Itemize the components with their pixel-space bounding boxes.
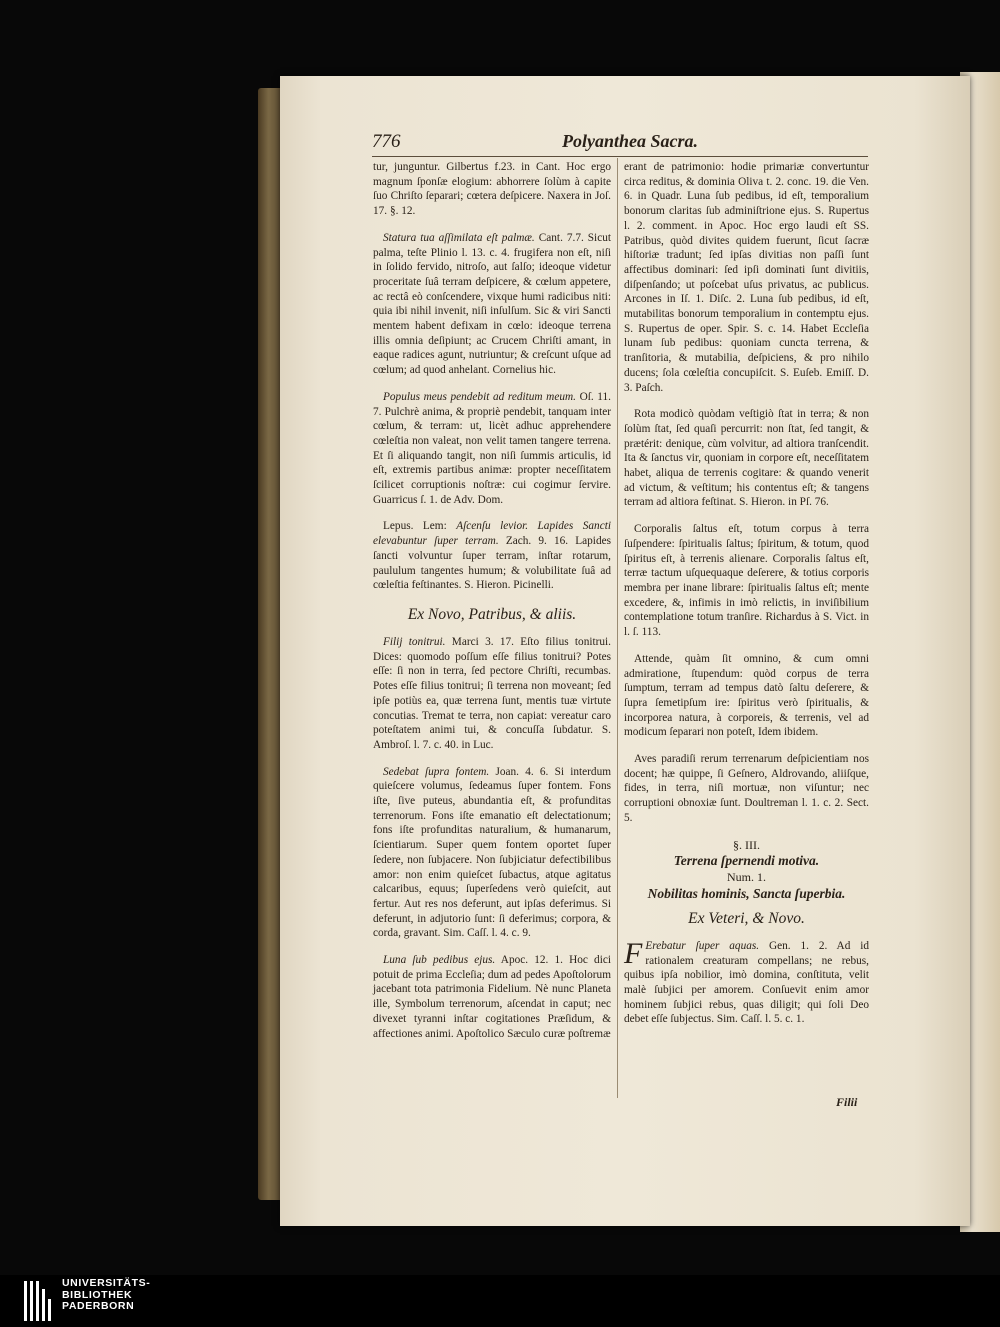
paragraph — [373, 390, 611, 508]
paragraph — [373, 231, 611, 378]
paragraph-body: Joan. 4. 6. Si interdum quieſcere volumus, ſedeamus ſuper fontem. Fons iſte, ſive puteus, abundantia eſt, & profunditas terrenorum. Fons iſte emanatio eſt delectationum; fons iſte profunditas naturalium, & humanarum, ſcientiarum. Super quem fontem oportet ſuper ſedere, non ſubjacere. Non ſubjiciatur defectibilibus amor: non enim quieſcet ſubactus, atque agitatus calcaribus, equus; ſuperſedens verò quieſcit, aut fertur. Aut res nos deferunt, aut ipſas deferimus. Si deferunt, in adjutorio ſunt: ſi deferimus; corpora, & corda, gravant. Sim. Caſſ. l. 4. c. 9. — [373, 765, 612, 940]
column-divider — [617, 158, 618, 1098]
library-logo-icon — [22, 1279, 54, 1323]
paragraph: tur, junguntur. Gilbertus f.23. in Cant. Hoc ergo magnum ſponſæ elogium: abhorrere ſolùm à capite ſuo Chriſto ſeparari; cœtera deſpicere. Naxera in Joſ. 17. §. 12. — [373, 161, 611, 218]
paragraph-prefix: Lepus. Lem: — [383, 520, 447, 533]
lemma: Populus meus pendebit ad reditum meum. — [383, 390, 576, 403]
paragraph: Aves paradiſi rerum terrenarum deſpicientiam nos docent; hæ quippe, ſi Geſnero, Aldrovando, aliiſque, fides, in terra, niſi mortuæ, non viſuntur; nec corruptioni obnoxiæ ſunt. Doultreman l. 1. c. 2. Sect. 5. — [624, 753, 869, 824]
running-title: Polyanthea Sacra. — [562, 131, 699, 151]
lemma: Aſcenſu levior. Lapides Sancti elevabuntur ſuper terram. — [373, 520, 611, 548]
paragraph-body: Oſ. 11. 7. Pulchrè anima, & propriè pendebit, tanquam inter cœlum, & terram: ut, licèt adhuc apprehendere cœleſtia non valeat, non velit tamen tangere terrena. Et ſi aliquando tangit, non niſi ſummis articulis, id eſt, extremis partibus animæ: propter neceſſitatem ſcilicet corruptionis noſtræ: cui cogimur ſervire. Guarricus ſ. 1. de Adv. Dom. — [373, 390, 611, 506]
paragraph — [373, 953, 611, 1041]
lemma: Filij tonitrui. — [383, 635, 446, 648]
section-heading: Ex Veteri, & Novo. — [688, 909, 805, 927]
section-subnumber: Num. 1. — [727, 870, 766, 885]
section-subtitle: Nobilitas hominis, Sancta ſuperbia. — [647, 885, 846, 901]
left-column — [373, 160, 611, 1053]
paragraph — [373, 765, 611, 941]
paragraph-body: Marci 3. 17. Eſto filius tonitrui. Dices: quomodo poſſum eſſe filius tonitrui? Potes eſſe: ſi non in terra, ſed pectore Chriſti, recumbas. Potes eſſe filius tonitrui; ſi terrena non moveant; ſed ipſe potiùs ea, quæ terrena ſunt, mentis tuæ virtute concutias. Tremat te terra, non capiat: vereatur caro poteſtatem animi tui, & concuſſa ſubdatur. S. Ambroſ. l. 7. c. 40. in Luc. — [373, 635, 612, 751]
library-name — [62, 1278, 150, 1313]
drop-cap: F — [624, 936, 643, 970]
paragraph: Rota modicò quòdam veſtigiò ſtat in terra; & non ſolùm ſtat, ſed quaſi percurrit: non ſtat, ſed tangit, & prætérit: denique, cùm volvitur, ad altiora tranſcendit. Ita & ſanctus vir, quoniam in corpore eſt, neceſſitatem habet, aliqua de terrenis cogitare: & quando venerit ad victum, & veſtitum; his contentus eſt; & tangens terram ad altiora feſtinat. S. Hieron. in Pſ. 76. — [624, 408, 869, 509]
paragraph-body: Zach. 9. 16. Lapides ſancti volvuntur ſuper terram, inſtar rotarum, paululum tangentes humum; & volubilitate ſuâ ad cœleſtia feſtinantes. S. Hieron. Picinelli. — [373, 535, 612, 592]
right-column — [624, 160, 869, 1037]
catchword: Filii — [836, 1095, 858, 1109]
section-title: Terrena ſpernendi motiva. — [673, 853, 820, 869]
library-name-line: BIBLIOTHEK — [62, 1288, 133, 1301]
lemma: Sedebat ſupra fontem. — [383, 765, 490, 778]
lemma: Luna ſub pedibus ejus. — [383, 954, 496, 967]
paragraph-body: Cant. 7.7. Sicut palma, teſte Plinio l. 13. c. 4. frugifera non eſt, niſi in ſolido fervido, nitroſo, aut ſalſo; ideoque videtur proceritate ſuâ terram deſpicere, & cœlum appetere, ac rectâ eò conſcendere, vixque humi radicibus niti: quia ibi nihil invenit, niſi inſulſum. Sic & viri Sancti mentem habent defixam in cœlo: ideoque terrena illis omnia deſipiunt; ac Crucem Chriſti amant, in eaque radices agunt, nutriuntur; & creſcunt uſque ad cœlum; ad quod anhelant. Cornelius hic. — [373, 231, 611, 377]
section-number: §. III. — [733, 837, 760, 852]
section-heading: Ex Novo, Patribus, & aliis. — [407, 605, 577, 623]
library-name-line: PADERBORN — [62, 1300, 135, 1312]
lemma: Statura tua aſſimilata eſt palmæ. — [383, 231, 535, 244]
paragraph: erant de patrimonio: hodie primariæ convertuntur circa reditus, & dominia Oliva t. 2. conc. 19. die Ven. 6. in Quadr. Luna ſub pedibus, id eſt, temporalium bonorum claritas ſub adminiſtrione ejus. S. Rupertus l. 2. comment. in Apoc. Hoc ergo laudi eſt SS. Patribus, quòd divites quidem fuerunt, ſicut ſacræ hiſtoriæ tradunt; ſed ipſas divitias non paſſi ſunt affectibus dominari: ſed ipſi dominati ſunt divitiis, diſpenſando; ut poſcebat uſus privatus, ac publicus. Arcones in Iſ. 1. Diſc. 2. Luna ſub pedibus, id eſt, mutabilitas bonorum temporalium in contemptu ejus. S. Rupertus de oper. Spir. S. c. 14. Habet Eccleſia lunam ſub pedibus: quoniam cuncta terrena, & tranſitoria, & mutabilia, deſpiciens, & pro nihilo ducens; ſola cœleſtia concupiſcit. S. Euſeb. Emiſſ. D. 3. Paſch. — [624, 161, 869, 394]
header-rule — [372, 156, 868, 157]
page-number: 776 — [372, 131, 401, 152]
paragraph — [624, 936, 869, 1027]
library-name-line: UNIVERSITÄTS- — [62, 1277, 151, 1289]
running-head — [372, 131, 868, 155]
paragraph: Corporalis ſaltus eſt, totum corpus à terra ſuſpendere: ſpiritualis ſaltus; ſpiritum, & totum, quod ſpiritus eſt, à terrenis alienare. Corporalis ſaltus eſt, terræ tactum uſquequaque deſerere, & totius corporis membra per inane librare: ſpiritualis ſaltus eſt; mente excedere, &, infimis in imò relictis, in inviſibilium contemplatione totum tranſire. Richardus à S. Vict. in l. ſ. 113. — [624, 523, 869, 639]
paragraph — [373, 519, 611, 593]
lemma: Erebatur ſuper aquas. — [645, 939, 760, 952]
paragraph-body: Gen. 1. 2. Ad id rationalem creaturam compellans; ne rebus, quibus ipſa nobilior, imò domina, conſtituta, velit malè ſubjici per amorem. Conſuevit enim amor hominem ſubjici rebus, quas diligit; qui ſoli Deo debet eſſe ſubjectus. Sim. Caſſ. l. 5. c. 1. — [624, 939, 869, 1026]
paragraph: Attende, quàm ſit omnino, & cum omni admiratione, ſtupendum: quòd corpus de terra ſumptum, terram ad tempus datò ſaltu deſerere, & ſupra ſemetipſum ire: ſpiritus verò ſpiritualis, & incorporea natura, à corporeis, & terrenis, vel ad modicum ſeparari non poteſt, Idem ibidem. — [624, 652, 869, 739]
paragraph — [373, 635, 611, 753]
paragraph-body: Apoc. 12. 1. Hoc dici potuit de prima Eccleſia; dum ad pedes Apoſtolorum jacebant tota patrimonia Fidelium. Nè nunc Planeta ille, Symbolum terrenorum, aſcendat in caput; nec divexet tyranni inſtar cogitationes Præſidum, & affectiones animi. Apoſtolico Sæculo curæ poſtremæ — [373, 954, 611, 1040]
